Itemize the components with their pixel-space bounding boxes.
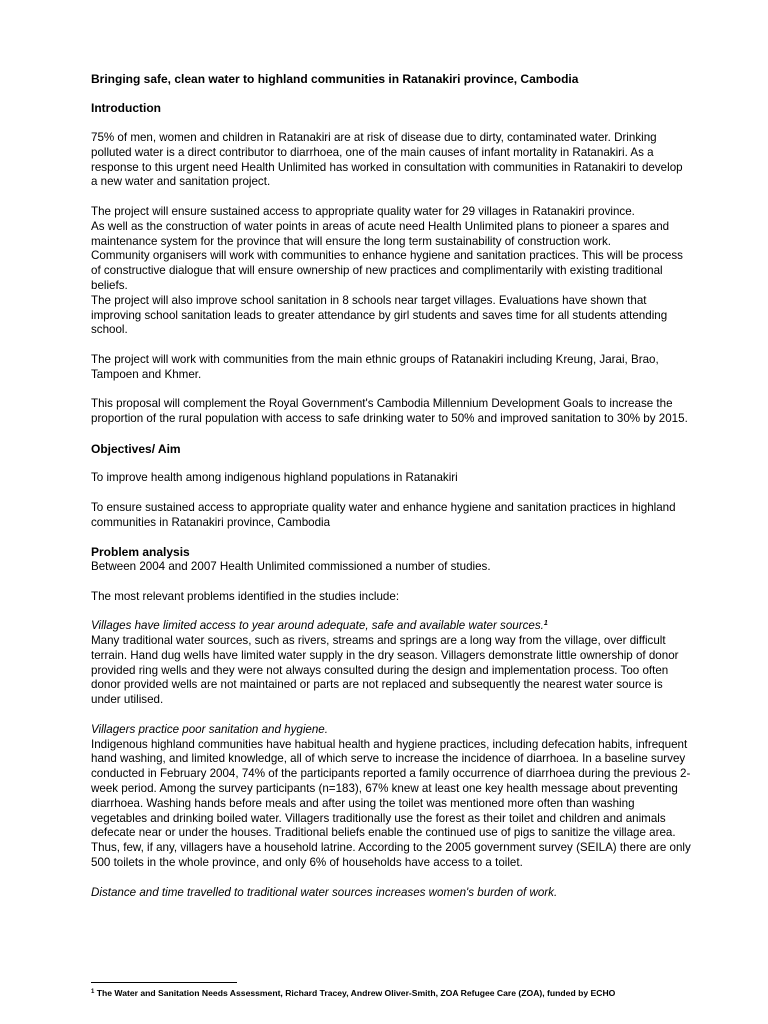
intro-paragraph-4: Community organisers will work with communities to enhance hygiene and sanitation practices. This will be process of constructive dialogue that will ensure ownership of new practices and complimentarily with existing traditional beliefs.: [91, 249, 683, 292]
footnote-reference: 1: [543, 620, 548, 628]
problem-2-body: Indigenous highland communities have habitual health and hygiene practices, including defecation habits, infrequent hand washing, and limited knowledge, all of which serve to increase the incidence of diarrhoea. In a baseline survey conducted in February 2004, 74% of the participants reported a family occurrence of diarrhoea during the previous 2-week period. Among the survey participants (n=183), 67% knew at least one key health message about preventing diarrhoea. Washing hands before meals and after using the toilet was mentioned more often than washing vegetables and drinking boiled water. Villagers traditionally use the forest as their toilet and children and animals defecate near or under the houses. Traditional beliefs enable the continued use of pigs to sanitize the village area. Thus, few, if any, villagers have a household latrine. According to the 2005 government survey (SEILA) there are only 500 toilets in the whole province, and only 6% of households have access to a toilet.: [91, 737, 691, 870]
heading-problem-analysis: Problem analysis: [91, 545, 190, 560]
document-page: [91, 72, 691, 900]
problem-3-title: Distance and time travelled to traditional water sources increases women's burden of work.: [91, 885, 558, 899]
problem-2-title: Villagers practice poor sanitation and hygiene.: [91, 722, 328, 736]
problem-1-title: [91, 619, 691, 634]
problem-analysis-intro: Between 2004 and 2007 Health Unlimited commissioned a number of studies.: [91, 560, 491, 574]
objective-item-2: To ensure sustained access to appropriate quality water and enhance hygiene and sanitation practices in highland communities in Ratanakiri province, Cambodia: [91, 500, 676, 529]
footnote: [91, 987, 691, 1000]
objective-item-1: To improve health among indigenous highland populations in Ratanakiri: [91, 471, 458, 485]
intro-paragraph-2: The project will ensure sustained access to appropriate quality water for 29 villages in Ratanakiri province.: [91, 204, 635, 218]
intro-paragraph-3: As well as the construction of water points in areas of acute need Health Unlimited plans to pioneer a spares and maintenance system for the province that will ensure the long term sustainability of construction work.: [91, 219, 670, 248]
footnote-number: 1: [91, 989, 95, 995]
problem-1-body: Many traditional water sources, such as rivers, streams and springs are a long way from the village, over difficult terrain. Hand dug wells have limited water supply in the dry season. Villagers demonstrate little ownership of donor provided ring wells and they were not always consulted during the design and implementation process. Too often donor provided wells are not maintained or parts are not replaced and subsequently the nearest water source is under utilised.: [91, 634, 679, 707]
heading-objectives: Objectives/ Aim: [91, 441, 181, 456]
footnote-divider: [91, 982, 237, 983]
intro-paragraph-6: The project will work with communities from the main ethnic groups of Ratanakiri including Kreung, Jarai, Brao, Tampoen and Khmer.: [91, 352, 659, 381]
footnote-text: The Water and Sanitation Needs Assessment, Richard Tracey, Andrew Oliver-Smith, ZOA Refugee Care (ZOA), funded by ECHO: [96, 988, 616, 998]
problem-analysis-lead: The most relevant problems identified in the studies include:: [91, 589, 400, 603]
intro-paragraph-1: 75% of men, women and children in Ratanakiri are at risk of disease due to dirty, contaminated water. Drinking polluted water is a direct contributor to diarrhoea, one of the main causes of infant mortality in Ratanakiri. As a response to this urgent need Health Unlimited has worked in consultation with communities in Ratanakiri to develop a new water and sanitation project.: [91, 130, 683, 189]
heading-introduction: Introduction: [91, 101, 161, 116]
intro-paragraph-7: This proposal will complement the Royal Government's Cambodia Millennium Development Goals to increase the proportion of the rural population with access to safe drinking water to 50% and improved sanitation to 30% by 2015.: [91, 397, 688, 426]
intro-paragraph-5: The project will also improve school sanitation in 8 schools near target villages. Evaluations have shown that improving school sanitation leads to greater attendance by girl students and saves time for all students attending school.: [91, 293, 668, 337]
problem-1-title-text: Villages have limited access to year around adequate, safe and available water sources.: [91, 619, 544, 633]
document-title: Bringing safe, clean water to highland communities in Ratanakiri province, Cambodia: [91, 72, 579, 86]
